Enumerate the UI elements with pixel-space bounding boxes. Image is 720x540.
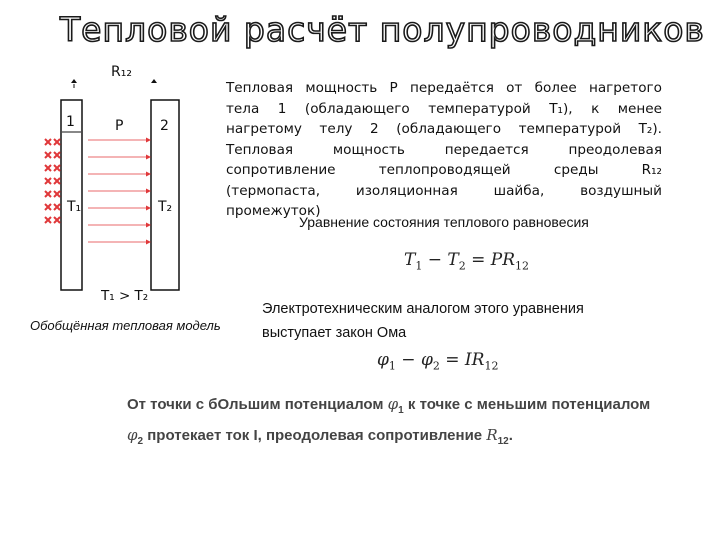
current-flow-text (127, 392, 707, 454)
t1-gt-t2-label: T₁ > T₂ (101, 288, 149, 304)
formula-sub: 12 (515, 259, 530, 273)
paragraph-line: (термопаста, изоляционная шайба, воздушный (226, 182, 662, 199)
r12-label: R₁₂ (111, 64, 132, 80)
paragraph-line: Тепловая мощность P передаётся от более нагретого (226, 80, 662, 96)
phi-sub: 1 (398, 405, 404, 416)
paragraph-line: сопротивление теплопроводящей среды R₁₂ (226, 162, 662, 178)
heat-arrow (88, 240, 151, 245)
heat-arrow (88, 138, 151, 143)
formula-part: φ (377, 350, 389, 370)
body1-label: 1 (66, 114, 75, 130)
model-caption: Обобщённая тепловая модель (30, 318, 221, 333)
hot-mark (45, 204, 51, 210)
hot-side-marks (45, 139, 60, 223)
heat-arrow (88, 189, 151, 194)
bold-line-2 (127, 423, 707, 454)
paragraph-line: тела 1 (обладающего температурой T₁), к менее (226, 100, 662, 117)
hot-mark (54, 204, 60, 210)
hot-mark (54, 217, 60, 223)
heat-arrow (88, 223, 151, 228)
formula-sub: 12 (484, 359, 499, 373)
text-part: От точки с бОльшим потенциалом (127, 396, 388, 413)
text-part: к точке с меньшим потенциалом (403, 396, 651, 413)
formula-sub: 1 (388, 359, 396, 373)
heat-arrow (88, 172, 151, 177)
formula-part: T (404, 250, 416, 270)
ohm-equation (377, 350, 498, 372)
paragraph-line: нагретому телу 2 (обладающего температурой T₂). (226, 121, 662, 137)
hot-mark (45, 165, 51, 171)
bold-line-1 (127, 392, 707, 423)
formula-part: − φ (395, 350, 433, 370)
paragraph-line: промежуток) (226, 203, 321, 219)
thermal-equation (404, 250, 529, 272)
phi-sub: 2 (137, 436, 144, 447)
hot-mark (54, 139, 60, 145)
hot-mark (45, 191, 51, 197)
phi-symbol: φ (387, 395, 399, 413)
hot-mark (54, 191, 60, 197)
heat-flow-arrows (88, 138, 151, 245)
hot-mark (45, 217, 51, 223)
power-label: P (115, 118, 124, 134)
formula-part: − T (422, 250, 459, 270)
equation-caption: Уравнение состояния теплового равновесия (299, 214, 589, 230)
paragraph-line: Тепловая мощность передается преодолевая (226, 141, 662, 158)
t2-label: T₂ (158, 199, 173, 215)
ohm-line: Электротехническим аналогом этого уравнения (262, 301, 584, 317)
hot-mark (54, 165, 60, 171)
t1-label: T₁ (67, 199, 82, 215)
page-title: Тепловой расчёт полупроводников (60, 10, 705, 49)
resistance-sub: 12 (497, 436, 509, 447)
heat-arrow (88, 206, 151, 211)
hot-mark (54, 178, 60, 184)
hot-mark (54, 152, 60, 158)
description-paragraph (226, 78, 662, 222)
ohm-line: выступает закон Ома (262, 325, 407, 341)
r12-arrow-right (151, 79, 157, 83)
ohm-analogy-text (262, 297, 662, 345)
text-part: . (508, 427, 513, 444)
text-part: протекает ток I, преодолевая сопротивление (143, 427, 487, 444)
hot-mark (45, 139, 51, 145)
phi-symbol: φ (127, 426, 138, 444)
formula-sub: 1 (415, 259, 423, 273)
formula-sub: 2 (432, 359, 440, 373)
formula-part: = PR (465, 250, 516, 270)
formula-sub: 2 (458, 259, 466, 273)
r12-arrow-left (71, 79, 77, 83)
formula-part: = IR (439, 350, 485, 370)
body2-label: 2 (160, 118, 169, 134)
hot-mark (45, 178, 51, 184)
resistance-symbol: R (486, 426, 498, 444)
hot-mark (45, 152, 51, 158)
heat-arrow (88, 155, 151, 160)
